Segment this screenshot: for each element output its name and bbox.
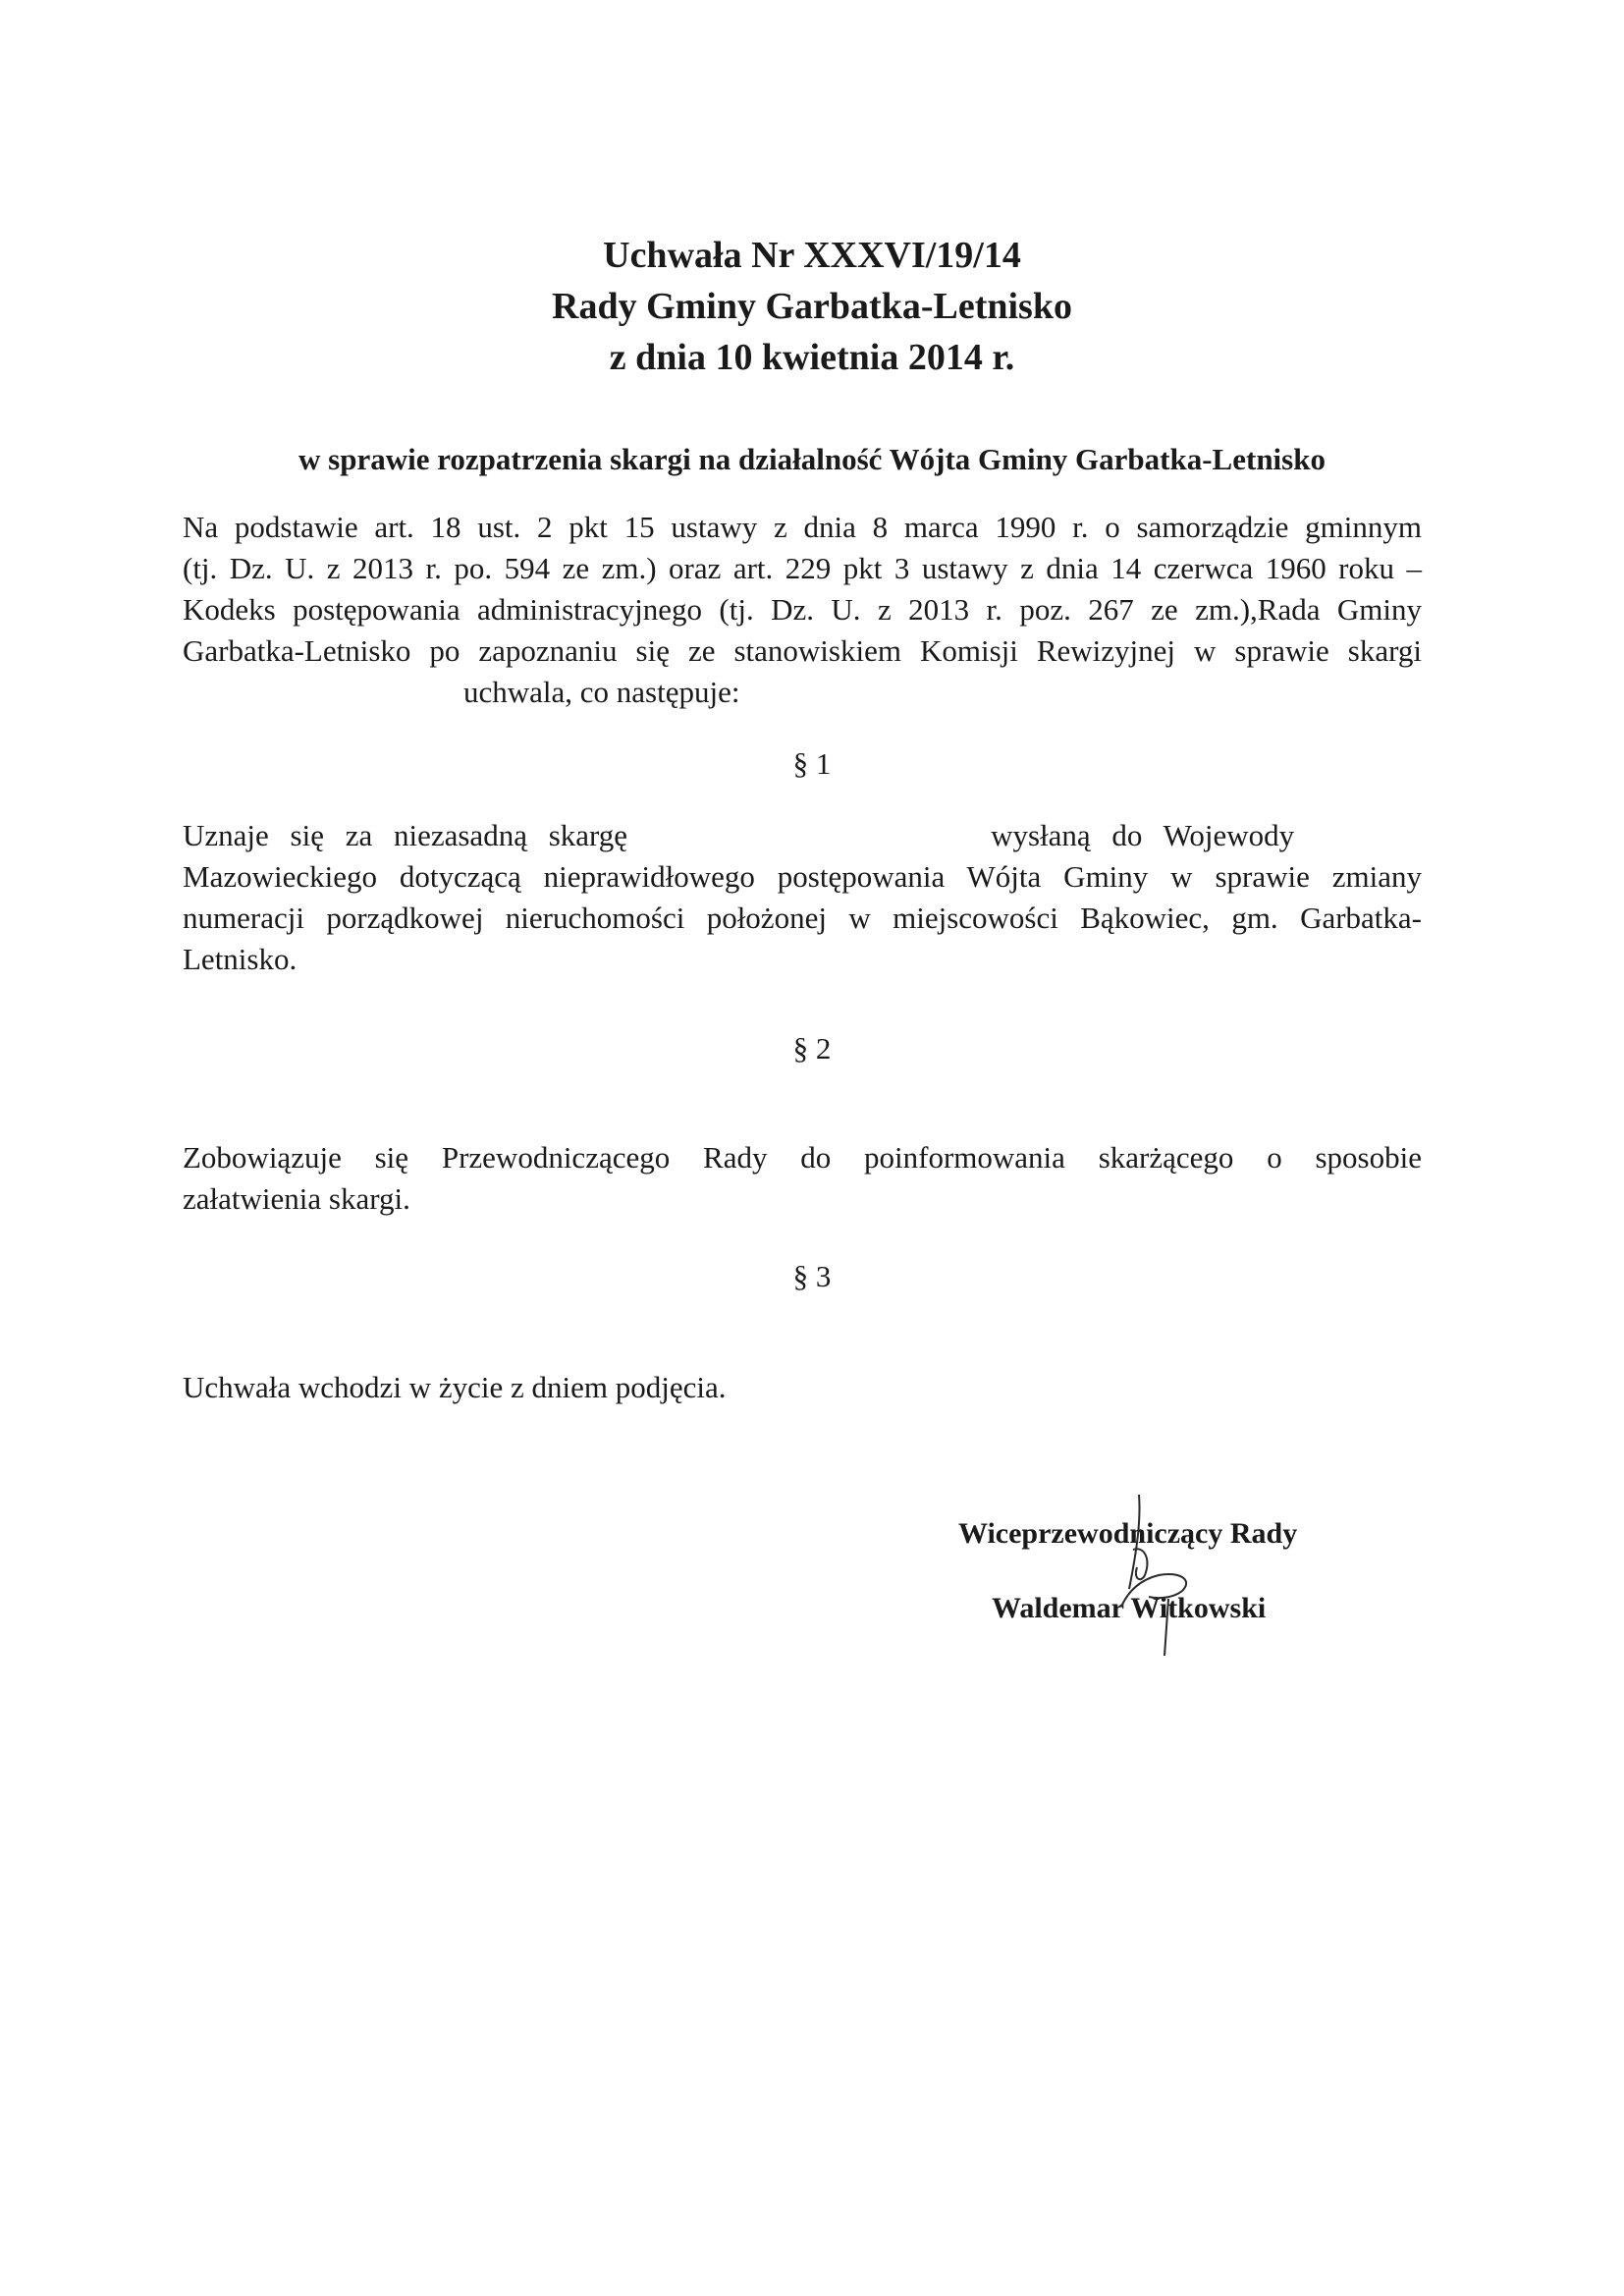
section-3-line: Uchwała wchodzi w życie z dniem podjęcia. <box>183 1370 727 1404</box>
section-2-heading: § 2 <box>792 1031 832 1066</box>
preamble-line: Kodeks postępowania administracyjnego (tj. Dz. U. z 2013 r. poz. 267 ze zm.),Rada Gminy <box>183 592 1422 627</box>
section-1-line: Letnisko. <box>183 942 298 976</box>
resolution-subject: w sprawie rozpatrzenia skargi na działalność Wójta Gminy Garbatka-Letnisko <box>298 442 1326 476</box>
section-2-paragraph <box>183 1137 1422 1220</box>
signatory-title: Wiceprzewodniczący Rady <box>958 1517 1298 1550</box>
section-1-line: numeracji porządkowej nieruchomości położonej w miejscowości Bąkowiec, gm. Garbatka- <box>183 901 1422 935</box>
section-1-line-end: wysłaną do Wojewody <box>991 818 1295 852</box>
preamble-line: Garbatka-Letnisko po zapoznaniu się ze stanowiskiem Komisji Rewizyjnej w sprawie skargi <box>183 633 1422 668</box>
handwritten-signature <box>1100 1481 1218 1667</box>
resolution-number: Uchwała Nr XXXVI/19/14 <box>603 235 1021 276</box>
council-name: Rady Gminy Garbatka-Letnisko <box>552 286 1072 327</box>
signatory-name: Waldemar Witkowski <box>992 1592 1267 1624</box>
preamble-paragraph <box>183 507 1422 713</box>
preamble-line: Na podstawie art. 18 ust. 2 pkt 15 ustawy z dnia 8 marca 1990 r. o samorządzie gminnym <box>183 510 1422 544</box>
section-1-heading: § 1 <box>792 746 832 781</box>
resolution-date: z dnia 10 kwietnia 2014 r. <box>609 337 1015 378</box>
preamble-line: (tj. Dz. U. z 2013 r. po. 594 ze zm.) oraz art. 229 pkt 3 ustawy z dnia 14 czerwca 1960 roku – <box>183 551 1422 585</box>
resolution-header <box>0 230 1624 383</box>
section-2-line: załatwienia skargi. <box>183 1181 410 1216</box>
section-1-line-start: Uznaje się za niezasadną skargę <box>183 818 628 852</box>
section-1-paragraph <box>183 815 1422 980</box>
section-1-line <box>183 815 1422 856</box>
section-2-line: Zobowiązuje się Przewodniczącego Rady do poinformowania skarżącego o sposobie <box>183 1140 1422 1175</box>
section-3-paragraph <box>183 1367 1422 1408</box>
section-3-heading: § 3 <box>792 1259 832 1293</box>
preamble-line: uchwala, co następuje: <box>463 675 740 709</box>
section-1-line: Mazowieckiego dotyczącą nieprawidłowego postępowania Wójta Gminy w sprawie zmiany <box>183 859 1422 894</box>
